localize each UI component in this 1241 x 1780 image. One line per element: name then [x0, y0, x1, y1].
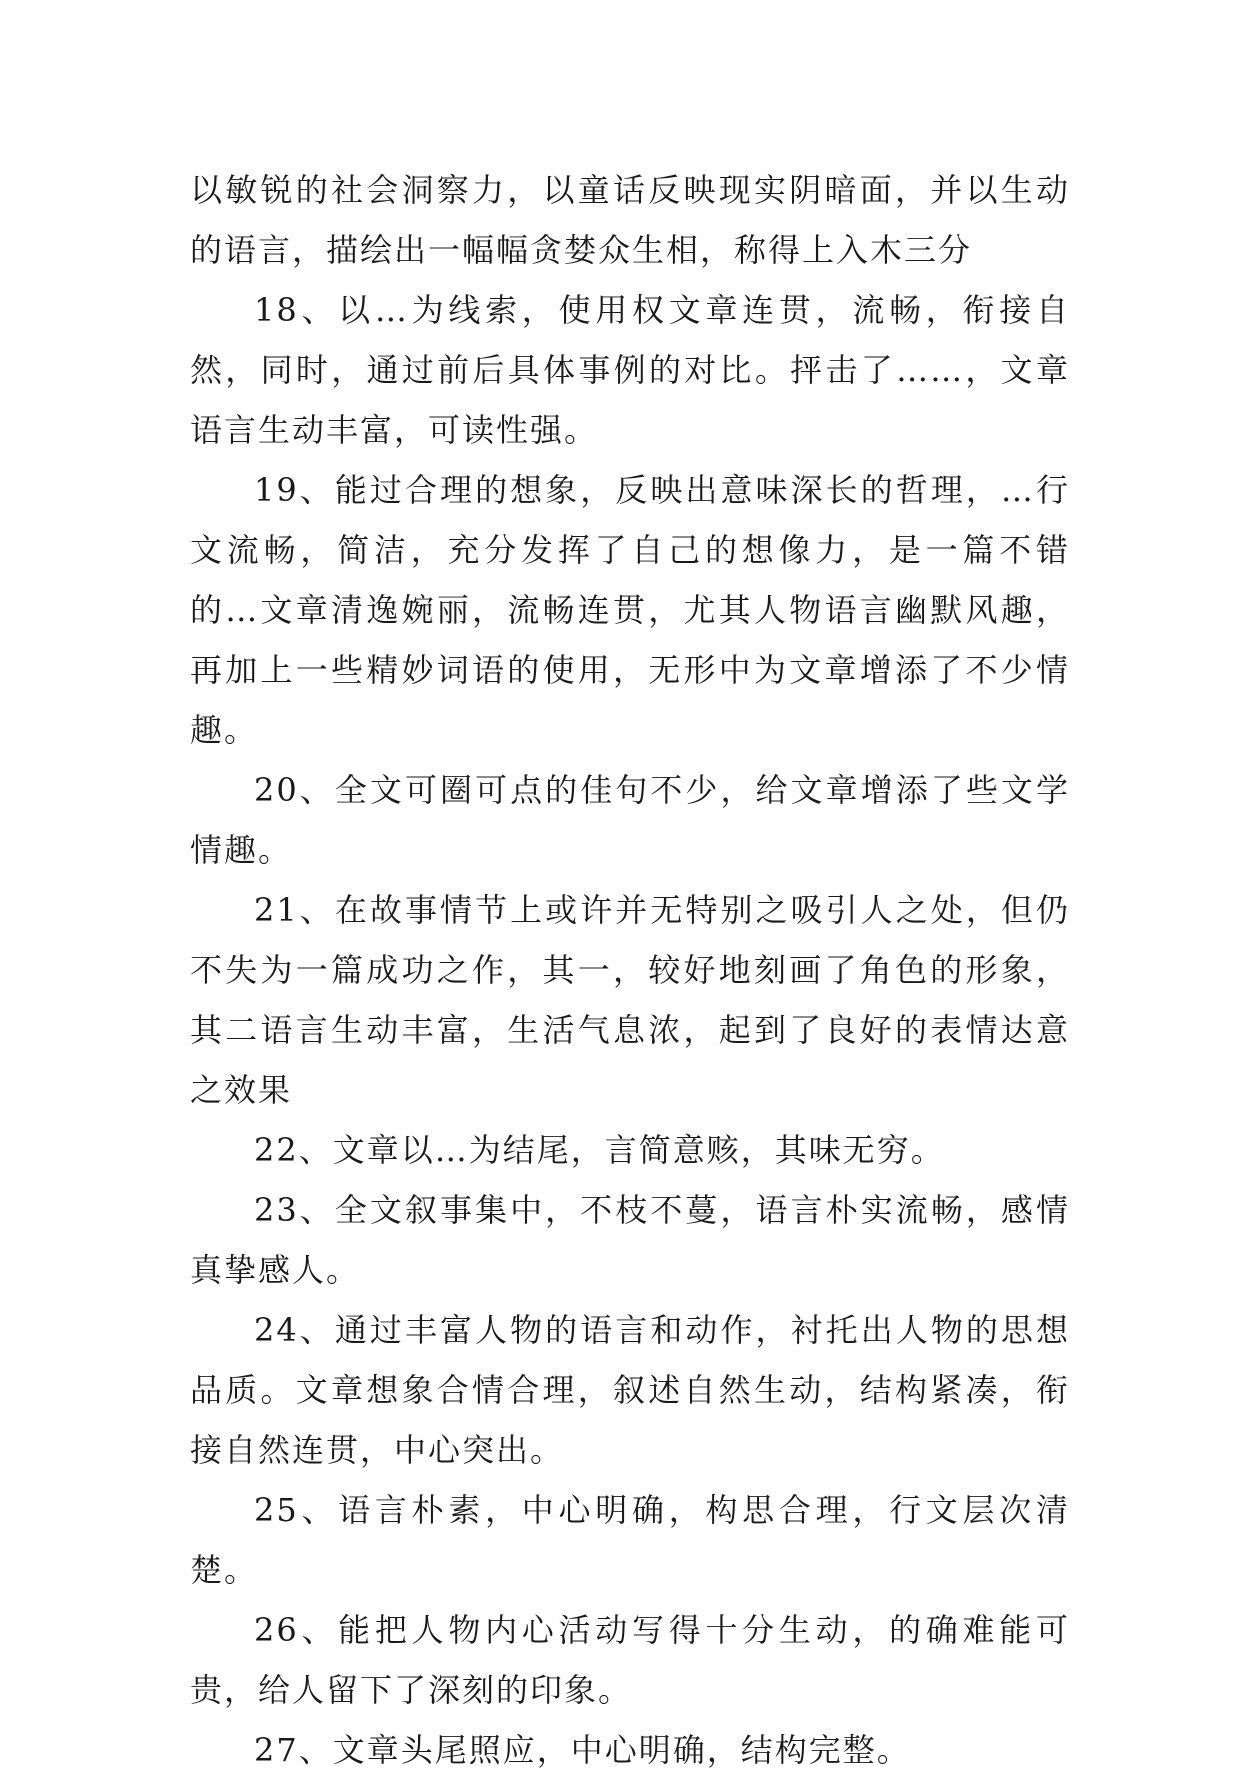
paragraph-23: 23、全文叙事集中，不枝不蔓，语言朴实流畅，感情真挚感人。 [190, 1191, 1070, 1289]
paragraph-22: 22、文章以…为结尾，言简意赅，其味无穷。 [254, 1131, 945, 1169]
paragraph-20: 20、全文可圈可点的佳句不少，给文章增添了些文学情趣。 [190, 771, 1070, 869]
paragraph-intro: 以敏锐的社会洞察力，以童话反映现实阴暗面，并以生动的语言，描绘出一幅幅贪婪众生相，称得上入木三分 [190, 171, 1070, 269]
paragraph-26: 26、能把人物内心活动写得十分生动，的确难能可贵，给人留下了深刻的印象。 [190, 1611, 1070, 1709]
paragraph-25: 25、语言朴素，中心明确，构思合理，行文层次清楚。 [190, 1491, 1070, 1589]
paragraph-27: 27、文章头尾照应，中心明确，结构完整。 [254, 1731, 911, 1769]
paragraph-19: 19、能过合理的想象，反映出意味深长的哲理，…行文流畅，简洁，充分发挥了自己的想像力，是一篇不错的…文章清逸婉丽，流畅连贯，尤其人物语言幽默风趣，再加上一些精妙词语的使用，无形中为文章增添了不少情趣。 [190, 471, 1070, 749]
paragraph-21: 21、在故事情节上或许并无特别之吸引人之处，但仍不失为一篇成功之作，其一，较好地刻画了角色的形象，其二语言生动丰富，生活气息浓，起到了良好的表情达意之效果 [190, 891, 1070, 1109]
document-body [190, 160, 1070, 1780]
paragraph-18: 18、以…为线索，使用权文章连贯，流畅，衔接自然，同时，通过前后具体事例的对比。抨击了……，文章语言生动丰富，可读性强。 [190, 291, 1070, 449]
paragraph-24: 24、通过丰富人物的语言和动作，衬托出人物的思想品质。文章想象合情合理，叙述自然生动，结构紧凑，衔接自然连贯，中心突出。 [190, 1311, 1070, 1469]
